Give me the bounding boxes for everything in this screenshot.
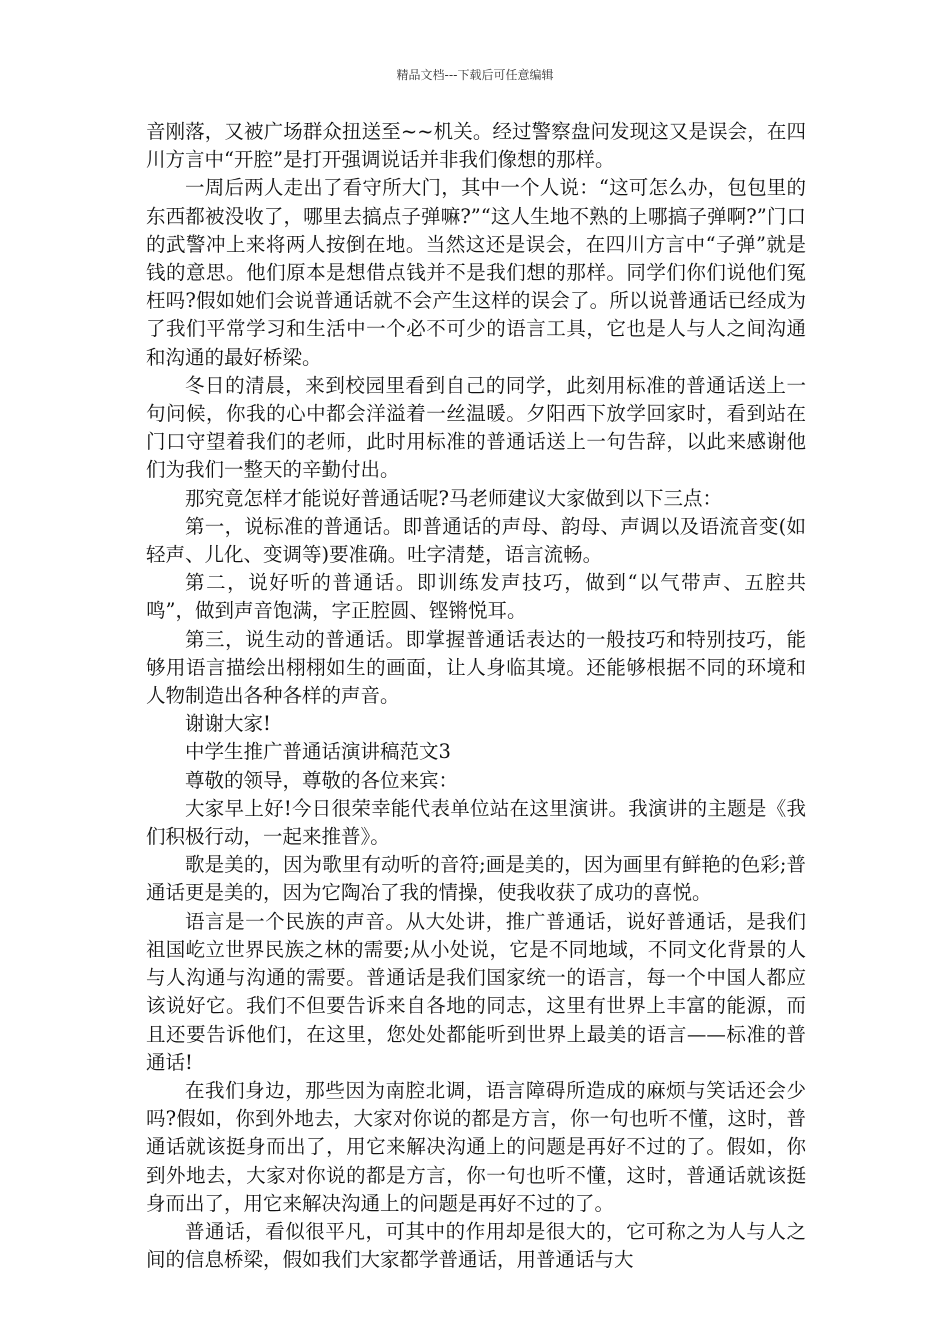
paragraph-12: 普通话，看似很平凡，可其中的作用却是很大的，它可称之为人与人之间的信息桥梁，假如我们大家都学普通话，用普通话与大: [146, 1219, 806, 1272]
page-header: 精品文档---下载后可任意编辑: [396, 68, 554, 82]
paragraph-5: 第一，说标准的普通话。即普通话的声母、韵母、声调以及语流音变(如轻声、儿化、变调等)要准确。吐字清楚，语言流畅。: [146, 514, 806, 567]
paragraph-3: 冬日的清晨，来到校园里看到自己的同学，此刻用标准的普通话送上一句问候，你我的心中都会洋溢着一丝温暖。夕阳西下放学回家时，看到站在门口守望着我们的老师，此时用标准的普通话送上一句告辞，以此来感谢他们为我们一整天的辛勤付出。: [146, 373, 806, 482]
section-title: 中学生推广普通话演讲稿范文3: [185, 740, 451, 764]
paragraph-2: 一周后两人走出了看守所大门，其中一个人说：“这可怎么办，包包里的东西都被没收了，哪里去搞点子弹嘛?”“这人生地不熟的上哪搞子弹啊?”门口的武警冲上来将两人按倒在地。当然这还是误会，在四川方言中“子弹”就是钱的意思。他们原本是想借点钱并不是我们想的那样。同学们你们说他们冤枉吗?假如她们会说普通话就不会产生这样的误会了。所以说普通话已经成为了我们平常学习和生活中一个必不可少的语言工具，它也是人与人之间沟通和沟通的最好桥梁。: [146, 176, 806, 369]
paragraph-6: 第二，说好听的普通话。即训练发声技巧，做到“以气带声、五腔共鸣”，做到声音饱满，字正腔圆、铿锵悦耳。: [146, 571, 806, 623]
document-body: [146, 118, 806, 1274]
paragraph-1: 音刚落，又被广场群众扭送至~~机关。经过警察盘问发现这又是误会，在四川方言中“开腔”是打开强调说话并非我们像想的那样。: [146, 120, 806, 172]
salutation: 尊敬的领导，尊敬的各位来宾：: [185, 768, 459, 792]
paragraph-10: 语言是一个民族的声音。从大处讲，推广普通话，说好普通话，是我们祖国屹立世界民族之林的需要;从小处说，它是不同地域，不同文化背景的人与人沟通与沟通的需要。普通话是我们国家统一的语言，每一个中国人都应该说好它。我们不但要告诉来自各地的同志，这里有世界上丰富的能源，而且还要告诉他们，在这里，您处处都能听到世界上最美的语言——标准的普通话!: [146, 909, 806, 1074]
paragraph-11: 在我们身边，那些因为南腔北调，语言障碍所造成的麻烦与笑话还会少吗?假如，你到外地去，大家对你说的都是方言，你一句也听不懂，这时，普通话就该挺身而出了，用它来解决沟通上的问题是再好不过的了。假如，你到外地去，大家对你说的都是方言，你一句也听不懂，这时，普通话就该挺身而出了，用它来解决沟通上的问题是再好不过的了。: [146, 1078, 806, 1215]
paragraph-4: 那究竟怎样才能说好普通话呢?马老师建议大家做到以下三点：: [185, 486, 722, 510]
paragraph-7: 第三，说生动的普通话。即掌握普通话表达的一般技巧和特别技巧，能够用语言描绘出栩栩如生的画面，让人身临其境。还能够根据不同的环境和人物制造出各种各样的声音。: [146, 627, 806, 708]
paragraph-8: 大家早上好!今日很荣幸能代表单位站在这里演讲。我演讲的主题是《我们积极行动，一起来推普》。: [146, 796, 806, 849]
closing-thanks: 谢谢大家!: [185, 712, 271, 736]
paragraph-9: 歌是美的，因为歌里有动听的音符;画是美的，因为画里有鲜艳的色彩;普通话更是美的，因为它陶冶了我的情操，使我收获了成功的喜悦。: [146, 853, 806, 905]
